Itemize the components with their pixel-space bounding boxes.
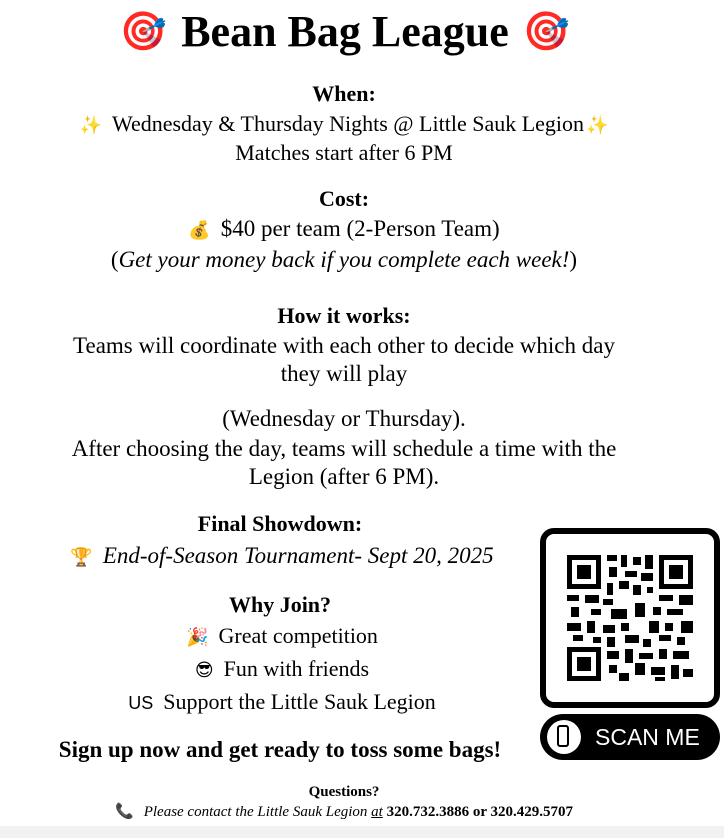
when-line1 (0, 110, 688, 140)
dart-target-icon: 🎯 (119, 10, 168, 53)
final-line (0, 541, 564, 573)
final-heading: Final Showdown: (197, 511, 363, 536)
how-line: Legion (after 6 PM). (248, 464, 440, 489)
contact-text: Please contact the Little Sauk Legion (143, 804, 372, 820)
scan-me-button[interactable] (540, 714, 720, 760)
why-item (0, 622, 564, 652)
questions-heading: Questions? (308, 784, 380, 800)
qr-code-frame[interactable] (540, 528, 720, 708)
cost-note (0, 245, 688, 275)
scan-me-label: SCAN ME (595, 723, 700, 750)
cost-note-open: ( (110, 247, 119, 272)
sparkles-icon: ✨ (79, 115, 102, 136)
cost-heading: Cost: (318, 186, 370, 211)
why-item (0, 688, 564, 717)
money-bag-icon: 💰 (188, 220, 211, 241)
cost-note-text: Get your money back if you complete each week! (118, 247, 570, 272)
sparkles-icon: ✨ (586, 115, 609, 136)
contact-at: at (371, 804, 383, 820)
page-bottom-strip (0, 826, 724, 838)
how-line: (Wednesday or Thursday). (222, 406, 466, 431)
signup-callout: Sign up now and get ready to toss some bags! (58, 737, 502, 762)
why-item-text: Support the Little Sauk Legion (163, 689, 436, 714)
why-item-text: Fun with friends (223, 656, 370, 681)
contact-line (0, 801, 688, 822)
us-flag-icon: US (128, 693, 154, 713)
how-heading: How it works: (277, 303, 411, 328)
when-heading: When: (312, 81, 376, 106)
how-line: they will play (280, 361, 408, 386)
cost-note-close: ) (569, 247, 578, 272)
trophy-icon: 🏆 (70, 547, 93, 568)
page-title (0, 4, 690, 64)
contact-numbers: 320.732.3886 or 320.429.5707 (382, 804, 573, 820)
telephone-icon: 📞 (115, 802, 134, 820)
dart-target-icon: 🎯 (522, 10, 571, 53)
how-line: After choosing the day, teams will schedule a time with the (71, 436, 617, 461)
sunglasses-face-icon: 😎 (194, 660, 214, 681)
when-line1-text: Wednesday & Thursday Nights @ Little Sauk Legion (111, 111, 585, 136)
final-text: End-of-Season Tournament- Sept 20, 2025 (102, 543, 494, 568)
how-line: Teams will coordinate with each other to decide which day (73, 333, 615, 358)
why-item-text: Great competition (218, 623, 378, 648)
cost-line1 (0, 214, 688, 246)
why-heading: Why Join? (228, 592, 332, 617)
cost-line1-text: $40 per team (2-Person Team) (220, 216, 500, 241)
why-item (0, 655, 564, 685)
title-text: Bean Bag League (181, 7, 509, 56)
qr-code[interactable] (563, 551, 697, 685)
party-popper-icon: 🎉 (186, 627, 209, 648)
smartphone-icon (547, 720, 581, 754)
when-line2: Matches start after 6 PM (235, 140, 453, 165)
